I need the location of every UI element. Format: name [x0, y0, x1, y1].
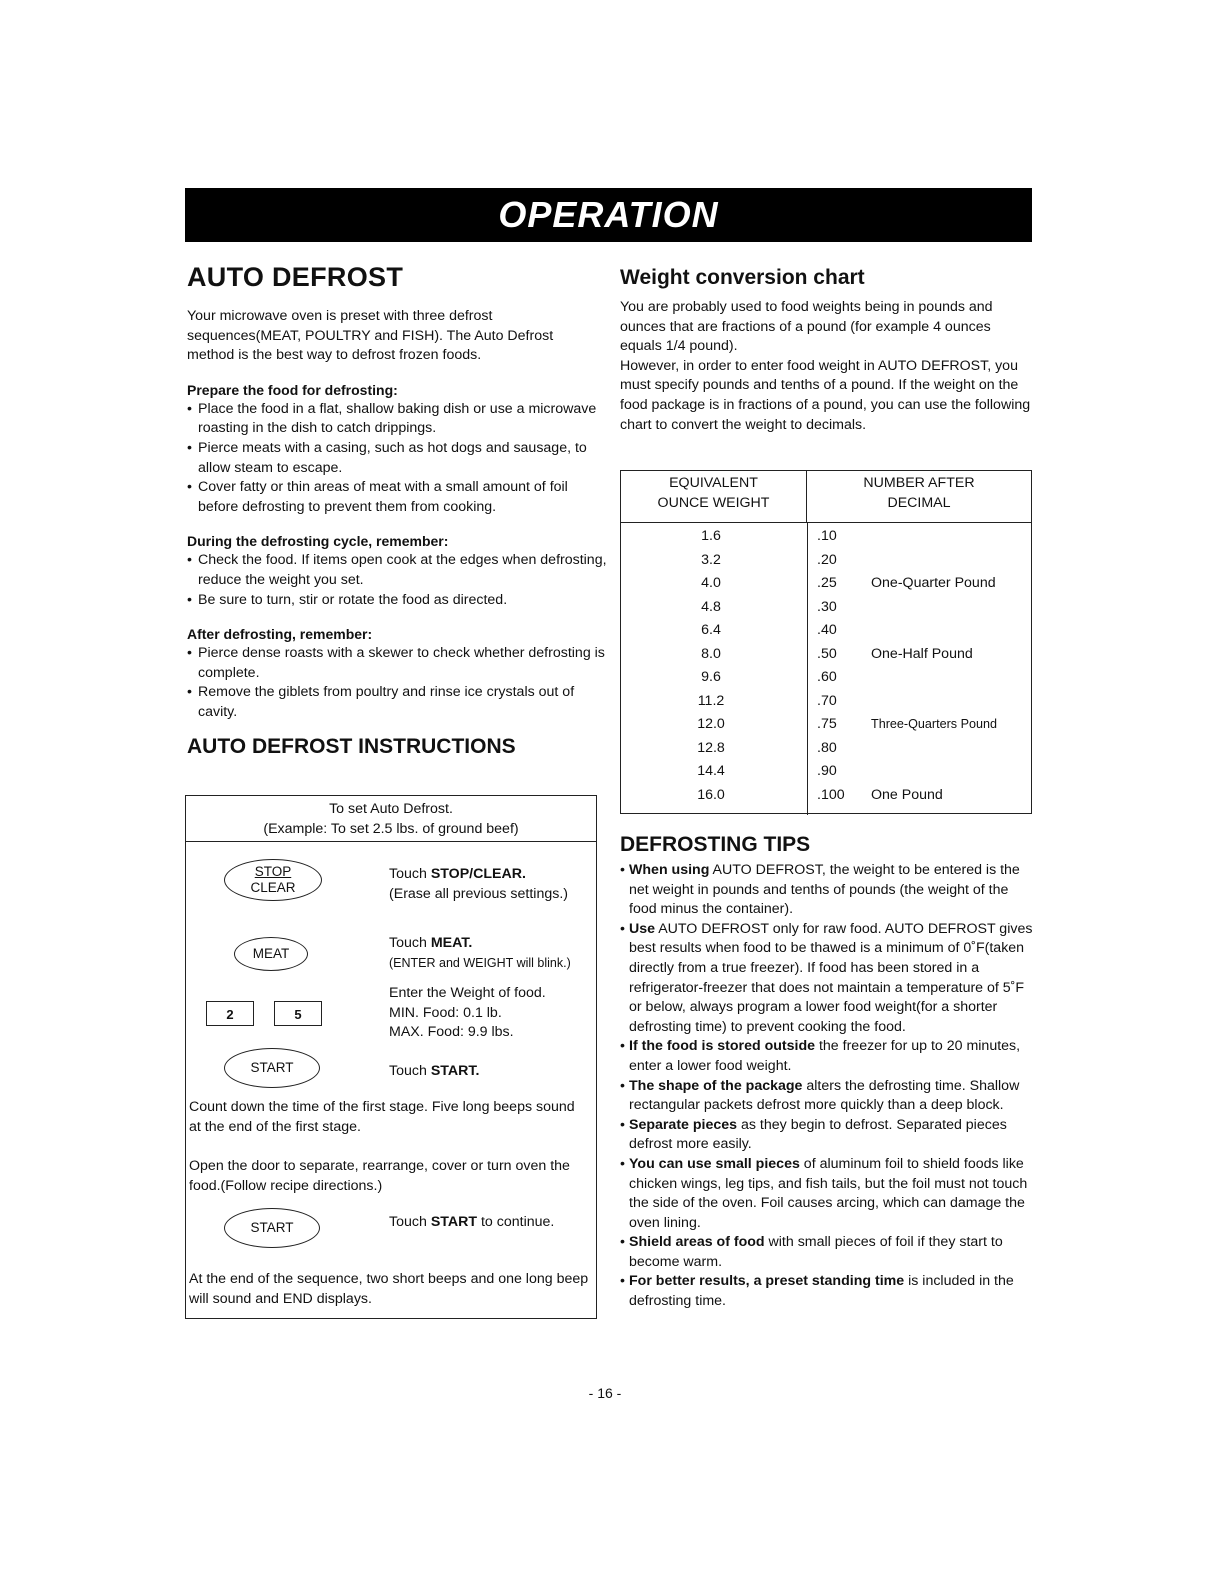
table-row — [621, 784, 1031, 808]
tip-lead: The shape of the package — [629, 1077, 803, 1094]
start-key: START — [224, 1208, 320, 1248]
instructions-header — [186, 796, 596, 842]
tip-text: alters the defrosting time. Shallow rectangular packets defrost more quickly than a deep block. — [629, 1077, 1020, 1114]
defrosting-tips — [620, 833, 1035, 1312]
countdown-paragraph: Count down the time of the first stage. Five long beeps sound at the end of the first stage. — [189, 1099, 575, 1135]
ounce-cell: 12.0 — [697, 716, 725, 732]
list-item: • Pierce dense roasts with a skewer to check whether defrosting is complete. — [187, 644, 607, 683]
weight-conversion-table — [620, 470, 1032, 814]
weight-conversion-title: Weight conversion chart — [620, 266, 865, 289]
table-row — [621, 713, 1031, 737]
instructions-box — [185, 795, 597, 1319]
page-number: - 16 - — [588, 1385, 622, 1401]
number-key-2: 2 — [206, 1001, 254, 1026]
tip-lead: If the food is stored outside — [629, 1038, 816, 1055]
step-text: Enter the Weight of food. — [389, 985, 546, 1001]
ounce-cell: 8.0 — [701, 645, 721, 662]
number-key-5: 5 — [274, 1001, 322, 1026]
header-text: OUNCE WEIGHT — [657, 494, 770, 511]
step-text: to continue. — [477, 1214, 555, 1230]
step-stop-clear — [389, 865, 568, 904]
decimal-cell: .30 — [817, 598, 837, 615]
tip-item — [620, 1233, 1035, 1272]
auto-defrost-column — [187, 262, 607, 759]
table-row — [621, 596, 1031, 620]
table-row — [621, 760, 1031, 784]
meat-key: MEAT — [234, 937, 308, 971]
instructions-title: AUTO DEFROST INSTRUCTIONS — [187, 734, 516, 758]
decimal-cell: .70 — [817, 692, 837, 709]
step-text: Touch — [389, 866, 431, 882]
tips-list — [620, 861, 1035, 1312]
tip-item — [620, 1116, 1035, 1155]
list-item: • Remove the giblets from poultry and rinse ice crystals out of cavity. — [187, 683, 607, 722]
list-item: • Cover fatty or thin areas of meat with a small amount of foil before defrosting to prevent them from cooking. — [187, 478, 607, 517]
ounce-cell: 4.8 — [701, 598, 721, 615]
decimal-cell: .50 — [817, 645, 837, 662]
ounce-cell: 12.8 — [697, 739, 725, 756]
auto-defrost-title: AUTO DEFROST — [187, 262, 404, 292]
decimal-cell: .40 — [817, 622, 837, 638]
decimal-cell: .90 — [817, 763, 837, 779]
table-row — [621, 619, 1031, 643]
ounce-cell: 11.2 — [697, 692, 725, 709]
table-row — [621, 643, 1031, 667]
decimal-cell: .100 — [817, 786, 845, 803]
tip-text: AUTO DEFROST, the weight to be entered is the net weight in pounds and tenths of pounds (the weight of the food minus the container). — [629, 862, 1020, 918]
tip-item — [620, 861, 1035, 920]
pound-label-cell: One Pound — [871, 786, 943, 803]
list-item: • Check the food. If items open cook at the edges when defrosting, reduce the weight you set. — [187, 551, 607, 590]
decimal-cell: .10 — [817, 528, 837, 544]
tip-item — [620, 1077, 1035, 1116]
table-row — [621, 690, 1031, 714]
weight-conversion-note: However, in order to enter food weight in AUTO DEFROST, you must specify pounds and tenths of a pound. If the weight on the food package is in fractions of a pound, you can use the following chart to convert the weight to decimals. — [620, 357, 1031, 433]
instructions-header-line1: To set Auto Defrost. — [329, 801, 453, 817]
during-list — [187, 551, 607, 610]
tip-lead: Separate pieces — [629, 1116, 738, 1133]
table-row — [621, 572, 1031, 596]
decimal-cell: .60 — [817, 669, 837, 685]
ounce-cell: 4.0 — [701, 575, 721, 591]
stop-key-label: STOP — [254, 864, 292, 879]
step-text: Touch — [389, 1214, 431, 1230]
step-meat — [389, 934, 571, 973]
tip-text: is included in the defrosting time. — [629, 1273, 1014, 1310]
step-note: (ENTER and WEIGHT will blink.) — [389, 955, 571, 970]
step-note: (Erase all previous settings.) — [389, 885, 568, 902]
decimal-cell: .25 — [817, 575, 837, 591]
prepare-list — [187, 400, 607, 518]
step-text: MAX. Food: 9.9 lbs. — [389, 1024, 514, 1041]
tip-item — [620, 1272, 1035, 1311]
ounce-cell: 6.4 — [701, 622, 721, 638]
step-start-continue — [389, 1213, 554, 1233]
ounce-cell: 3.2 — [701, 551, 721, 568]
defrosting-tips-title: DEFROSTING TIPS — [620, 833, 811, 856]
decimal-cell: .75 — [817, 716, 837, 732]
after-list — [187, 644, 607, 722]
section-banner: OPERATION — [185, 188, 1032, 242]
list-item: • Pierce meats with a casing, such as hot dogs and sausage, to allow steam to escape. — [187, 439, 607, 478]
step-text: MIN. Food: 0.1 lb. — [389, 1004, 502, 1021]
auto-defrost-intro: Your microwave oven is preset with three defrost sequences(MEAT, POULTRY and FISH). The Auto Defrost method is the best way to defrost frozen foods. — [187, 308, 554, 364]
clear-key-label: CLEAR — [250, 880, 296, 895]
stop-clear-key — [224, 859, 322, 901]
list-item: • Be sure to turn, stir or rotate the food as directed. — [187, 591, 607, 611]
step-enter-weight — [389, 984, 546, 1043]
ounce-column-header — [621, 471, 807, 522]
step-key-name: START. — [430, 1063, 480, 1079]
step-text: Touch — [389, 1063, 431, 1079]
tip-lead: When using — [629, 862, 710, 878]
step-key-name: STOP/CLEAR. — [430, 866, 526, 882]
tip-item — [620, 1155, 1035, 1233]
pound-label-cell: One-Quarter Pound — [871, 575, 996, 591]
header-text: DECIMAL — [887, 494, 951, 511]
ounce-cell: 9.6 — [701, 669, 721, 685]
ounce-cell: 1.6 — [701, 528, 721, 544]
ounce-cell: 14.4 — [697, 763, 725, 779]
tip-text: as they begin to defrost. Separated pieces defrost more easily. — [629, 1116, 1007, 1153]
end-sequence-paragraph: At the end of the sequence, two short beeps and one long beep will sound and END displays. — [189, 1271, 589, 1307]
pound-label-cell: One-Half Pound — [871, 645, 973, 662]
tip-text: with small pieces of foil if they start to become warm. — [629, 1234, 1003, 1270]
tip-text: the freezer for up to 20 minutes, enter a lower food weight. — [629, 1038, 1021, 1074]
start-key: START — [224, 1048, 320, 1088]
table-row — [621, 666, 1031, 690]
decimal-cell: .80 — [817, 739, 837, 756]
weight-conversion-intro: You are probably used to food weights being in pounds and ounces that are fractions of a pound (for example 4 ounces equals 1/4 pound). — [620, 299, 993, 355]
tip-text: AUTO DEFROST only for raw food. AUTO DEFROST gives best results when food to be thawed is a minimum of 0˚F(taken directly from a true freezer). If food has been stored in a refrigerator-freezer that does not maintain a temperature of 5˚F or below, always program a lower food weight(for a shorter defrosting time) to prevent cooking the food. — [629, 920, 1033, 1035]
pound-label-cell: Three-Quarters Pound — [871, 717, 997, 731]
table-body — [621, 523, 1031, 815]
tip-text: of aluminum foil to shield foods like chicken wings, leg tips, and fish tails, but the foil must not touch the side of the oven. Foil causes arcing, which can damage the oven lining. — [629, 1155, 1028, 1231]
step-key-name: START — [430, 1214, 478, 1230]
tip-lead: Use — [629, 920, 656, 937]
table-header — [621, 471, 1031, 523]
tip-lead: For better results, a preset standing time — [629, 1273, 905, 1290]
list-item: • Place the food in a flat, shallow baking dish or use a microwave roasting in the dish to catch drippings. — [187, 400, 607, 439]
weight-conversion-column — [620, 266, 1035, 435]
table-row — [621, 737, 1031, 761]
instructions-header-line2: (Example: To set 2.5 lbs. of ground beef) — [263, 820, 519, 837]
decimal-column-header — [807, 471, 1031, 522]
table-row — [621, 525, 1031, 549]
step-text: Touch — [389, 935, 431, 951]
ounce-cell: 16.0 — [697, 786, 725, 803]
decimal-cell: .20 — [817, 551, 837, 568]
tip-lead: Shield areas of food — [629, 1234, 765, 1251]
header-text: EQUIVALENT — [669, 475, 758, 491]
header-text: NUMBER AFTER — [863, 475, 975, 491]
table-row — [621, 549, 1031, 573]
tip-item — [620, 920, 1035, 1038]
open-door-paragraph: Open the door to separate, rearrange, cover or turn oven the food.(Follow recipe directions.) — [189, 1158, 570, 1194]
prepare-heading: Prepare the food for defrosting: — [187, 381, 398, 398]
tip-lead: You can use small pieces — [629, 1155, 800, 1172]
after-heading: After defrosting, remember: — [187, 626, 373, 643]
step-key-name: MEAT. — [430, 935, 473, 951]
step-start — [389, 1062, 479, 1082]
during-heading: During the defrosting cycle, remember: — [187, 533, 449, 550]
tip-item — [620, 1037, 1035, 1076]
